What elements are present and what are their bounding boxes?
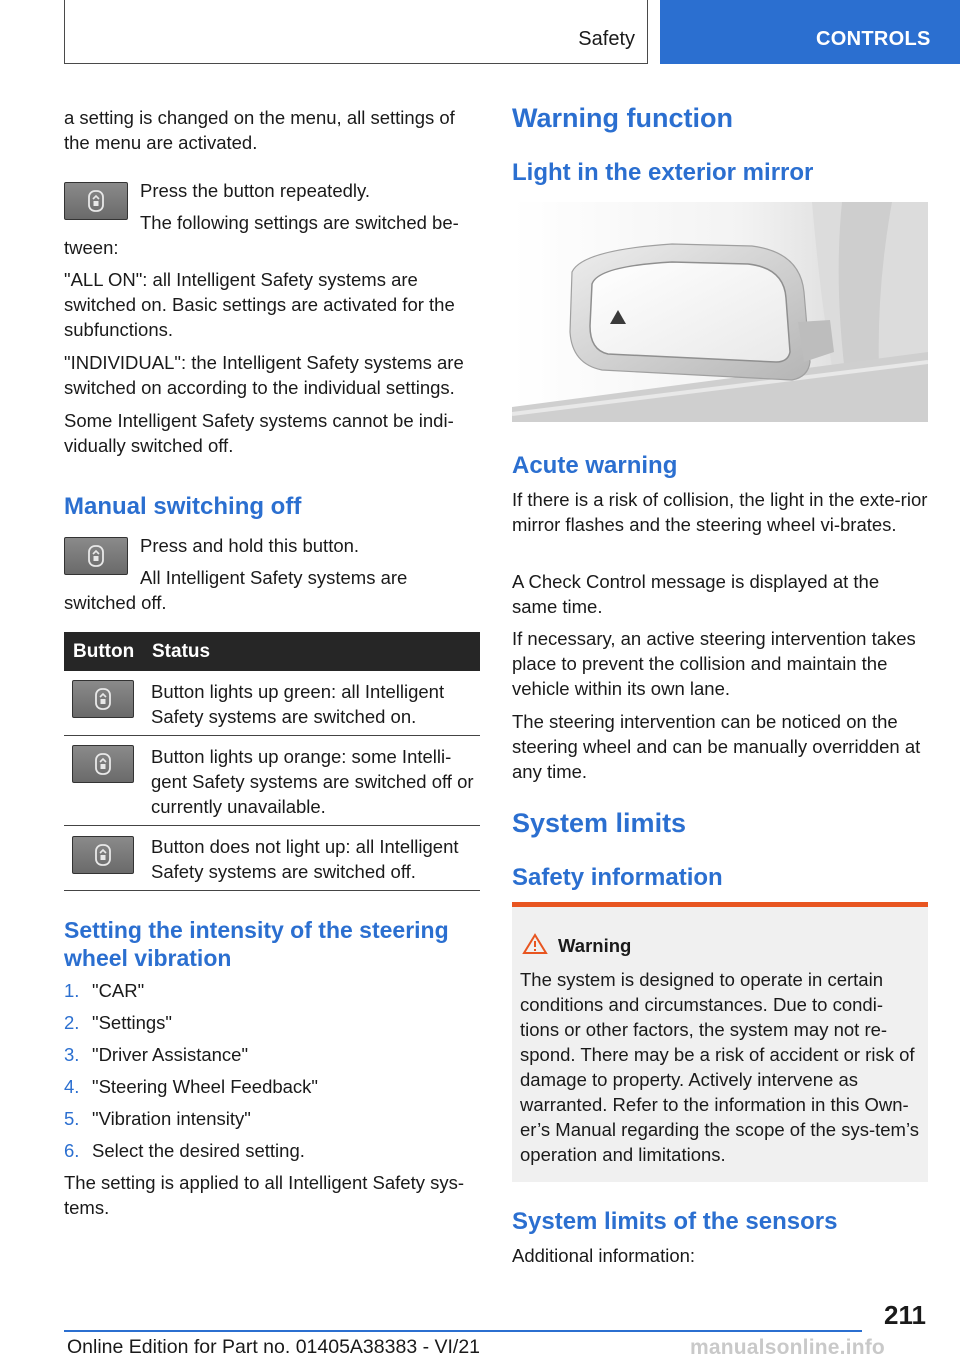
heading-acute-warning: Acute warning	[512, 452, 678, 479]
table-cell-status: Button lights up orange: some Intelli-gent Safety systems are switched off or currently unavailable.	[151, 746, 474, 817]
paragraph-necessary: If necessary, an active steering intervention takes place to prevent the collision and maintain the vehicle within its own lane.	[512, 628, 916, 699]
paragraph-noticed: The steering intervention can be noticed on the steering wheel and can be manually overridden at any time.	[512, 711, 921, 782]
table-header-status: Status	[152, 641, 211, 662]
paragraph-individual: "INDIVIDUAL": the Intelligent Safety systems are switched on according to the individual settings.	[64, 352, 464, 398]
heading-system-limits: System limits	[512, 808, 687, 838]
warning-triangle-icon	[522, 933, 548, 955]
paragraph-press: Press the button repeatedly.	[140, 180, 371, 201]
list-item: 3. "Driver Assistance"	[64, 1044, 249, 1065]
list-item: 1. "CAR"	[64, 980, 145, 1001]
list-item: 2. "Settings"	[64, 1012, 172, 1033]
table-row	[64, 671, 480, 736]
paragraph-some: Some Intelligent Safety systems cannot be indi-vidually switched off.	[64, 410, 454, 456]
warning-box	[512, 902, 928, 1182]
list-item: 4. "Steering Wheel Feedback"	[64, 1076, 319, 1097]
header-chapter-tab	[660, 0, 960, 64]
table-row	[64, 826, 480, 891]
paragraph-all-switched-off: All Intelligent Safety systems are switched off.	[64, 567, 408, 613]
paragraph-check-control: A Check Control message is displayed at the same time.	[512, 571, 880, 617]
footer-edition: Online Edition for Part no. 01405A38383 - VI/21	[67, 1336, 481, 1358]
table-header	[64, 632, 480, 671]
paragraph-additional: Additional information:	[512, 1245, 696, 1266]
exterior-mirror-illustration	[512, 202, 928, 422]
footer-divider	[64, 1330, 862, 1332]
paragraph-press-hold: Press and hold this button.	[140, 535, 360, 556]
paragraph-following: The following settings are switched be-tween:	[64, 212, 459, 258]
heading-intensity: Setting the intensity of the steering wheel vibration	[64, 917, 449, 971]
table-cell-status: Button does not light up: all Intelligent Safety systems are switched off.	[151, 836, 459, 882]
heading-sensors: System limits of the sensors	[512, 1208, 838, 1235]
header-section-title: Safety	[578, 28, 635, 50]
warning-text: The system is designed to operate in certain conditions and circumstances. Due to condi-tions or other factors, the system may not re-spond. There may be a risk of accident or risk of damage to property. Actively intervene as warranted. Refer to the information in this Own-er’s Manual regarding the scope of the sys-tem’s operation and limitations.	[520, 969, 919, 1165]
heading-warning-function: Warning function	[512, 103, 733, 133]
safety-button-orange-icon	[72, 745, 134, 783]
page-number: 211	[884, 1300, 926, 1330]
table-cell-status: Button lights up green: all Intelligent Safety systems are switched on.	[151, 681, 445, 727]
paragraph-risk: If there is a risk of collision, the light in the exte-rior mirror flashes and the steering wheel vi-brates.	[512, 489, 928, 535]
heading-light-exterior-mirror: Light in the exterior mirror	[512, 159, 814, 186]
heading-manual-switching-off: Manual switching off	[64, 493, 302, 520]
paragraph-applied: The setting is applied to all Intelligent Safety sys-tems.	[64, 1172, 465, 1218]
header-section-box	[64, 0, 648, 64]
paragraph-all-on: "ALL ON": all Intelligent Safety systems are switched on. Basic settings are activated for the subfunctions.	[64, 269, 455, 340]
safety-button-green-icon	[72, 680, 134, 718]
status-table	[64, 632, 480, 891]
paragraph-intro: a setting is changed on the menu, all settings of the menu are activated.	[64, 107, 455, 153]
watermark: manualsonline.info	[690, 1336, 885, 1359]
warning-title: Warning	[558, 935, 632, 956]
heading-safety-information: Safety information	[512, 864, 723, 891]
table-row	[64, 736, 480, 826]
header-chapter-title: CONTROLS	[816, 28, 931, 50]
list-item: 6. Select the desired setting.	[64, 1140, 305, 1161]
list-item: 5. "Vibration intensity"	[64, 1108, 251, 1129]
table-header-button: Button	[73, 641, 135, 662]
safety-button-off-icon	[72, 836, 134, 874]
